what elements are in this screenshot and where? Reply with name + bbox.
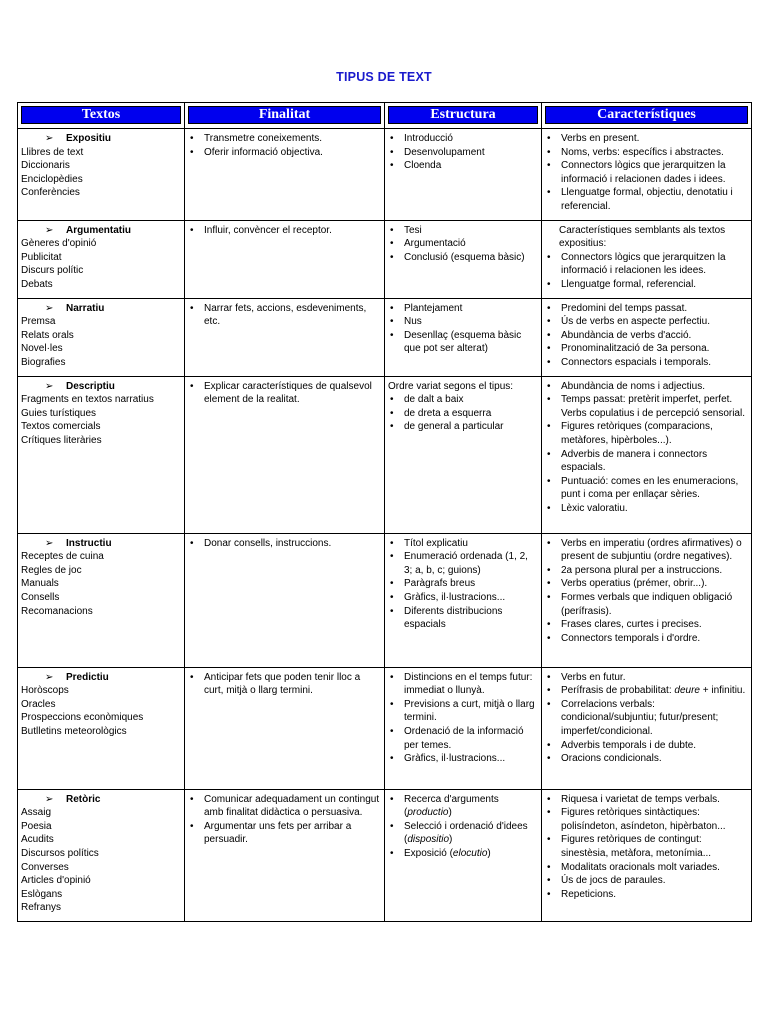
example-item: Enciclopèdies [21,173,83,185]
bullet-icon: • [547,380,551,392]
bullet-icon: • [390,160,394,172]
bullet-icon: • [190,380,194,392]
example-item: Regles de joc [21,564,82,576]
page-title: TIPUS DE TEXT [336,70,432,84]
arrow-icon: ➢ [45,671,54,683]
bullet-icon: • [547,316,551,328]
estructura-item: • Exposició (elocutio) [390,847,491,859]
category-label: Retòric [66,793,101,805]
bullet-icon: • [547,187,551,199]
caracteristiques-list [545,793,748,902]
bullet-icon: • [547,834,551,846]
bullet-icon: • [390,753,394,765]
bullet-icon: • [390,537,394,549]
example-item: Novel·les [21,343,63,355]
bullet-icon: • [190,537,194,549]
estructura-item: • Argumentació [390,238,466,250]
bullet-icon: • [547,619,551,631]
caracteristiques-list [545,380,748,516]
table-row [18,298,752,376]
example-item: Poesia [21,820,52,832]
caracteristiques-item: • Riquesa i varietat de temps verbals. [547,793,720,805]
caracteristiques-item: • Temps passat: pretèrit imperfet, perfet. Verbs copulatius i de percepció sensorial. [547,394,745,419]
caracteristiques-item: • Formes verbals que indiquen obligació (perífrasis). [547,591,733,617]
example-item: Publicitat [21,251,62,263]
estructura-item: • Paràgrafs breus [390,578,476,590]
bullet-icon: • [390,251,394,263]
finalitat-list [188,671,381,698]
table-row [18,220,752,298]
arrow-icon: ➢ [45,380,54,392]
example-item: Horòscops [21,685,69,697]
caracteristiques-item: • Verbs en present. [547,133,640,144]
caracteristiques-item: • Verbs en futur. [547,671,626,683]
table-row [18,129,752,221]
estructura-item: • de dalt a baix [390,394,464,406]
bullet-icon: • [190,671,194,683]
bullet-icon: • [390,224,394,236]
estructura-list [388,302,538,356]
finalitat-list [188,132,381,159]
bullet-icon: • [547,146,551,158]
bullet-icon: • [547,537,551,549]
bullet-icon: • [390,671,394,683]
bullet-icon: • [547,421,551,433]
category-label: Predictiu [66,671,109,683]
bullet-icon: • [547,685,551,697]
bullet-icon: • [190,793,194,805]
estructura-item: • Tesi [390,224,422,236]
finalitat-item: • Oferir informació objectiva. [190,146,323,158]
header-row [18,103,752,129]
arrow-icon: ➢ [45,133,54,144]
bullet-icon: • [390,238,394,250]
estructura-item: • Previsions a curt, mitjà o llarg termini. [390,698,535,724]
bullet-icon: • [547,502,551,514]
caracteristiques-item: • Adverbis de manera i connectors espacials. [547,448,708,474]
example-item: Prospeccions econòmiques [21,712,144,724]
bullet-icon: • [547,356,551,368]
estructura-item: • de dreta a esquerra [390,407,492,419]
finalitat-item: • Comunicar adequadament un contingut amb finalitat didàctica o persuasiva. [190,793,380,819]
bullet-icon: • [547,343,551,355]
estructura-item: • Gràfics, il·lustracions... [390,753,506,765]
caracteristiques-item: • Adverbis temporals i de dubte. [547,739,697,751]
example-item: Acudits [21,834,54,846]
arrow-icon: ➢ [45,224,54,236]
caracteristiques-item: • Abundància de noms i adjectius. [547,380,705,392]
caracteristiques-list [545,132,748,214]
estructura-item: • Desenvolupament [390,146,485,158]
table-row [18,667,752,789]
example-item: Receptes de cuina [21,551,104,563]
bullet-icon: • [547,753,551,765]
caracteristiques-item: • Modalitats oracionals molt variades. [547,861,720,873]
estructura-item: • Selecció i ordenació d'idees (dispositio) [390,820,528,846]
category-label: Narratiu [66,302,105,314]
finalitat-list [188,224,381,238]
bullet-icon: • [547,251,551,263]
bullet-icon: • [547,302,551,314]
example-item: Recomanacions [21,605,93,617]
category-instructiu [21,537,181,551]
category-narratiu [21,302,181,316]
caracteristiques-list [545,671,748,766]
finalitat-item: • Transmetre coneixements. [190,133,323,144]
table-row [18,533,752,667]
category-descriptiu [21,380,181,394]
estructura-item: • Enumeració ordenada (1, 2, 3; a, b, c; guions) [390,551,528,576]
example-item: Crítiques literàries [21,434,102,446]
table-row [18,376,752,533]
bullet-icon: • [547,793,551,805]
example-item: Diccionaris [21,160,70,172]
bullet-icon: • [547,133,551,144]
caracteristiques-list [545,251,748,292]
estructura-item: • Distincions en el temps futur: immediat o llunyà. [390,671,533,697]
header-caracteristiques: Característiques [545,106,748,124]
example-item: Textos comercials [21,421,101,433]
estructura-item: • Diferents distribucions espacials [390,605,503,631]
bullet-icon: • [390,407,394,419]
category-label: Expositiu [66,133,112,144]
finalitat-list [188,537,381,551]
example-item: Guies turístiques [21,407,97,419]
estructura-item: • Introducció [390,133,453,144]
finalitat-list [188,380,381,407]
finalitat-list [188,302,381,329]
bullet-icon: • [390,605,394,617]
bullet-icon: • [547,875,551,887]
bullet-icon: • [390,133,394,144]
caracteristiques-item: • 2a persona plural per a instruccions. [547,564,723,576]
caracteristiques-item: • Connectors lògics que jerarquitzen la informació i relacionen dades i idees. [547,160,726,185]
bullet-icon: • [390,725,394,737]
caracteristiques-item: • Noms, verbs: específics i abstractes. [547,146,724,158]
finalitat-item: • Anticipar fets que poden tenir lloc a curt, mitjà o llarg termini. [190,671,361,697]
caracteristiques-item: • Llenguatge formal, referencial. [547,278,697,290]
bullet-icon: • [190,820,194,832]
caracteristiques-list [545,537,748,646]
bullet-icon: • [390,847,394,859]
estructura-item: • Cloenda [390,160,442,172]
estructura-item: • Recerca d'arguments (productio) [390,793,499,819]
bullet-icon: • [547,475,551,487]
arrow-icon: ➢ [45,537,54,549]
bullet-icon: • [390,329,394,341]
caracteristiques-item: • Figures retòriques de contingut: sinestèsia, metàfora, metonímia... [547,834,712,859]
bullet-icon: • [390,551,394,563]
bullet-icon: • [547,632,551,644]
caracteristiques-item: • Predomini del temps passat. [547,302,688,314]
estructura-item: • Plantejament [390,302,463,314]
bullet-icon: • [190,133,194,144]
category-expositiu [21,132,181,146]
estructura-item: • Gràfics, il·lustracions... [390,591,506,603]
bullet-icon: • [390,146,394,158]
estructura-item: • de general a particular [390,421,504,433]
bullet-icon: • [547,888,551,900]
example-item: Discursos polítics [21,847,99,859]
bullet-icon: • [390,302,394,314]
caracteristiques-item: • Puntuació: comes en les enumeracions, punt i coma per enllaçar sèries. [547,475,739,501]
example-item: Manuals [21,578,59,590]
finalitat-item: • Explicar característiques de qualsevol element de la realitat. [190,380,372,406]
bullet-icon: • [547,278,551,290]
bullet-icon: • [547,578,551,590]
estructura-list [388,224,538,265]
bullet-icon: • [390,591,394,603]
bullet-icon: • [190,302,194,314]
example-item: Fragments en textos narratius [21,394,154,406]
caracteristiques-item: • Verbs en imperatiu (ordres afirmatives) o present de subjuntiu (ordre negatives). [547,537,742,563]
estructura-item: • Ordenació de la informació per temes. [390,725,524,751]
category-retoric [21,793,181,807]
example-item: Debats [21,278,53,290]
caracteristiques-item: • Connectors lògics que jerarquitzen la informació i relacionen les idees. [547,251,726,277]
caracteristiques-item: • Connectors espacials i temporals. [547,356,712,368]
caracteristiques-item: • Pronominalització de 3a persona. [547,343,710,355]
category-argumentatiu [21,224,181,238]
caracteristiques-item: • Oracions condicionals. [547,753,662,765]
bullet-icon: • [390,316,394,328]
bullet-icon: • [547,861,551,873]
bullet-icon: • [390,820,394,832]
caracteristiques-item: • Frases clares, curtes i precises. [547,619,702,631]
example-item: Premsa [21,316,56,328]
bullet-icon: • [390,421,394,433]
caracteristiques-item: • Ús de verbs en aspecte perfectiu. [547,316,710,328]
bullet-icon: • [547,807,551,819]
finalitat-list [188,793,381,847]
bullet-icon: • [547,591,551,603]
estructura-list [388,537,538,632]
bullet-icon: • [547,160,551,172]
text-types-table [17,102,752,922]
example-item: Biografies [21,356,66,368]
estructura-item: • Títol explicatiu [390,537,468,549]
bullet-icon: • [547,448,551,460]
caracteristiques-item: • Verbs operatius (prémer, obrir...). [547,578,708,590]
estructura-list [388,393,538,434]
example-item: Discurs polític [21,265,84,277]
finalitat-item: • Donar consells, instruccions. [190,537,332,549]
caracteristiques-list [545,302,748,370]
example-item: Butlletins meteorològics [21,725,127,737]
caracteristiques-item: • Ús de jocs de paraules. [547,875,666,887]
bullet-icon: • [390,793,394,805]
bullet-icon: • [547,564,551,576]
example-item: Llibres de text [21,146,84,158]
caracteristiques-item: • Llenguatge formal, objectiu, denotatiu i referencial. [547,187,733,212]
caracteristiques-item: • Figures retòriques (comparacions, metàfores, hipèrboles...). [547,421,713,446]
example-item: Conferències [21,187,80,199]
arrow-icon: ➢ [45,793,54,805]
estructura-item: • Conclusió (esquema bàsic) [390,251,525,263]
estructura-item: • Desenllaç (esquema bàsic que pot ser alterat) [390,329,522,355]
example-item: Relats orals [21,329,74,341]
finalitat-item: • Argumentar uns fets per arribar a persuadir. [190,820,352,846]
caracteristiques-item: • Lèxic valoratiu. [547,502,628,514]
estructura-intro: Ordre variat segons el tipus: [388,380,514,392]
estructura-list [388,132,538,173]
header-textos: Textos [21,106,181,124]
category-label: Instructiu [66,537,112,549]
caracteristiques-item: • Repeticions. [547,888,617,900]
finalitat-item: • Narrar fets, accions, esdeveniments, etc. [190,302,367,328]
example-item: Gèneres d'opinió [21,238,97,250]
arrow-icon: ➢ [45,302,54,314]
example-item: Refranys [21,902,62,914]
example-item: Assaig [21,807,52,819]
bullet-icon: • [190,146,194,158]
example-item: Consells [21,591,60,603]
caracteristiques-item: • Figures retòriques sintàctiques: polisíndeton, asíndeton, hipèrbaton... [547,807,726,832]
caracteristiques-item: • Abundància de verbs d'acció. [547,329,692,341]
bullet-icon: • [547,739,551,751]
caracteristiques-intro: Característiques semblants als textos expositius: [559,224,726,250]
caracteristiques-item: • Correlacions verbals: condicional/subjuntiu; futur/present; imperfet/condicional. [547,698,719,737]
example-item: Eslògans [21,888,63,900]
bullet-icon: • [547,698,551,710]
estructura-list [388,793,538,861]
category-label: Argumentatiu [66,224,131,236]
example-item: Oracles [21,698,56,710]
caracteristiques-item: • Connectors temporals i d'ordre. [547,632,701,644]
bullet-icon: • [547,671,551,683]
bullet-icon: • [390,394,394,406]
caracteristiques-item: • Perífrasis de probabilitat: deure + infinitiu. [547,685,746,697]
estructura-item: • Nus [390,316,422,328]
bullet-icon: • [547,394,551,406]
header-estructura: Estructura [388,106,538,124]
estructura-list [388,671,538,766]
finalitat-item: • Influir, convèncer el receptor. [190,224,332,236]
header-finalitat: Finalitat [188,106,381,124]
example-item: Converses [21,861,69,873]
bullet-icon: • [390,698,394,710]
category-label: Descriptiu [66,380,115,392]
bullet-icon: • [390,578,394,590]
bullet-icon: • [190,224,194,236]
category-predictiu [21,671,181,685]
table-row [18,789,752,921]
example-item: Articles d'opinió [21,875,91,887]
bullet-icon: • [547,329,551,341]
